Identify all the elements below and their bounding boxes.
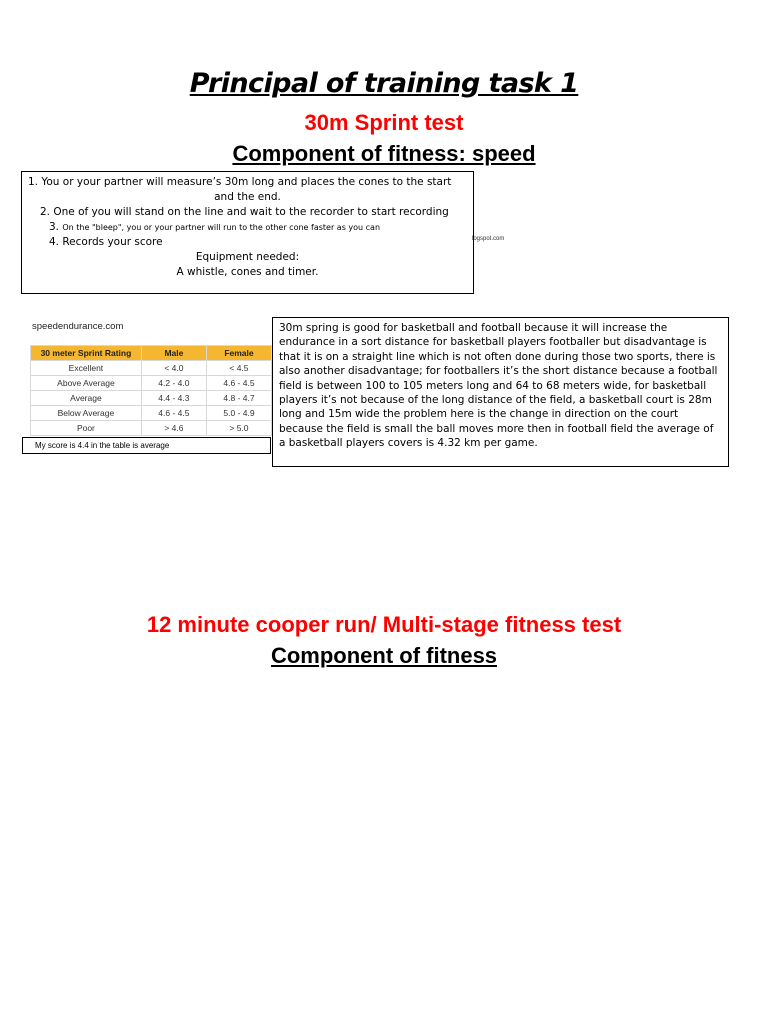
sprint-rating-image — [22, 317, 272, 433]
header-rating: 30 meter Sprint Rating — [31, 346, 142, 361]
table-source: speedendurance.com — [32, 321, 124, 332]
sprint-test-heading: 30m Sprint test — [304, 110, 464, 135]
score-note: My score is 4.4 in the table is average — [22, 437, 271, 454]
table-cell: Excellent — [31, 361, 142, 376]
table-row — [31, 376, 272, 391]
equipment-label: Equipment needed: — [195, 251, 300, 263]
sprint-rating-table — [30, 345, 272, 436]
step-3-number: 3. — [49, 221, 60, 233]
table-cell: 4.8 - 4.7 — [206, 391, 271, 406]
page-title: Principal of training task 1 — [189, 68, 579, 99]
table-cell: < 4.5 — [206, 361, 271, 376]
table-cell: Below Average — [31, 406, 142, 421]
instructions-box — [21, 171, 474, 294]
step-2: 2. One of you will stand on the line and wait to the recorder to start recording — [40, 206, 449, 218]
speed-component-heading: Component of fitness: speed — [232, 141, 536, 166]
table-cell: 4.6 - 4.5 — [206, 376, 271, 391]
table-row — [31, 361, 272, 376]
table-cell: Above Average — [31, 376, 142, 391]
table-cell: 4.4 - 4.3 — [141, 391, 206, 406]
table-cell: < 4.0 — [141, 361, 206, 376]
equipment-items: A whistle, cones and timer. — [176, 266, 319, 278]
cooper-run-heading: 12 minute cooper run/ Multi-stage fitness test — [146, 612, 622, 637]
table-cell: > 4.6 — [141, 421, 206, 436]
table-cell: 4.2 - 4.0 — [141, 376, 206, 391]
table-row — [31, 406, 272, 421]
step-3-text: On the "bleep", you or your partner will run to the other cone faster as you can — [62, 223, 381, 232]
table-cell: 5.0 - 4.9 — [206, 406, 271, 421]
header-female: Female — [206, 346, 271, 361]
table-header-row — [31, 346, 272, 361]
step-1: 1. You or your partner will measure’s 30m long and places the cones to the start — [28, 176, 452, 188]
step-3 — [28, 220, 467, 235]
step-4: 4. Records your score — [49, 236, 163, 248]
table-row — [31, 391, 272, 406]
fitness-component-heading: Component of fitness — [270, 643, 498, 668]
analysis-text-box: 30m spring is good for basketball and football because it will increase the endurance in a sort distance for basketball players footballer but disadvantage is that it is on a straight line which is not often done during those two sports, there is also another disadvantage; for footballers it’s the short distance because a football field is between 100 to 105 meters long and 64 to 68 meters wide, for basketball players it’s not because of the long distance of the field, a basketball court is 28m long and 15m wide the problem here is the change in direction on the court because the field is small the ball moves more then in football field the average of a basketball players covers is 4.32 km per game. — [272, 317, 729, 467]
table-cell: Average — [31, 391, 142, 406]
blog-credit: logspot.com — [472, 236, 505, 242]
table-row — [31, 421, 272, 436]
header-male: Male — [141, 346, 206, 361]
step-1-cont: and the end. — [214, 191, 281, 203]
table-cell: > 5.0 — [206, 421, 271, 436]
table-cell: 4.6 - 4.5 — [141, 406, 206, 421]
table-cell: Poor — [31, 421, 142, 436]
